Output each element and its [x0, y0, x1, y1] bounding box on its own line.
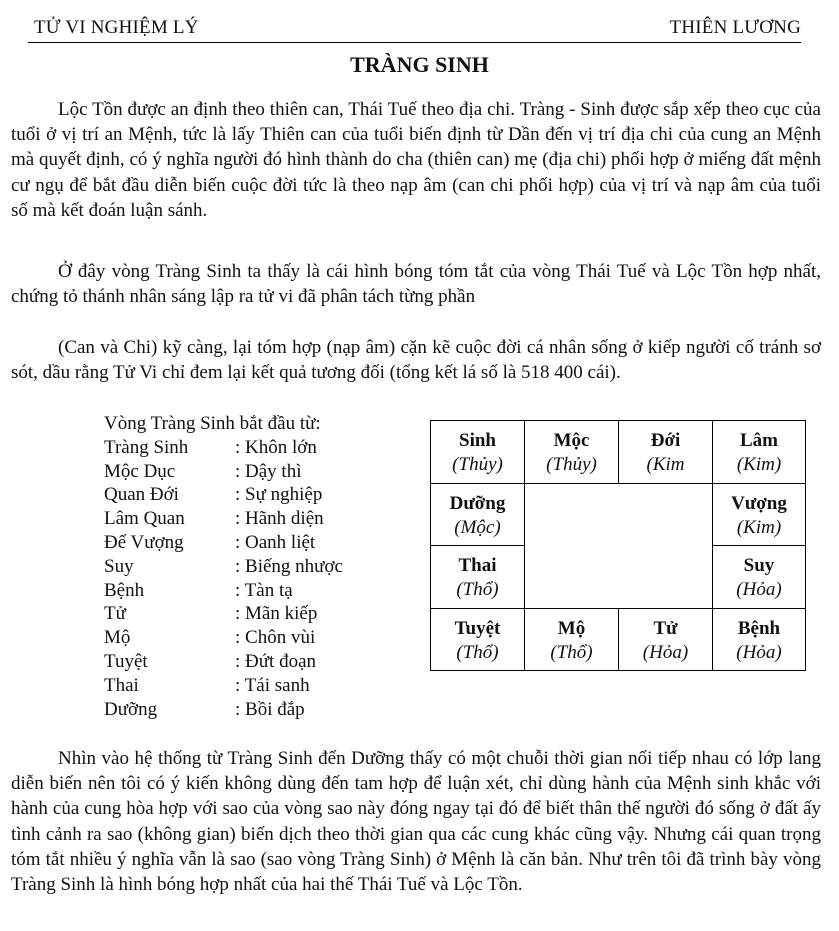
grid-cell-vuong [713, 484, 805, 547]
cell-name: Sinh [459, 430, 496, 451]
grid-center [525, 484, 713, 609]
grid-cell-tuyet [431, 609, 525, 671]
cell-name: Tử [653, 617, 678, 639]
cell-name: Đới [650, 430, 681, 451]
section-title: TRÀNG SINH [350, 52, 489, 77]
stage-meaning: : Đứt đoạn [235, 650, 317, 672]
stage-name: Tràng Sinh [104, 436, 189, 458]
list-item [104, 483, 321, 507]
stage-meaning: : Mãn kiếp [235, 603, 318, 625]
stage-meaning: : Bồi đắp [235, 698, 305, 720]
stage-meaning: : Biếng nhược [235, 555, 343, 577]
stage-name: Tuyệt [104, 650, 148, 672]
cell-element: (Thổ) [550, 641, 593, 663]
header-author: THIÊN LƯƠNG [669, 17, 801, 38]
stage-name: Thai [104, 674, 139, 696]
cell-element: (Thủy) [452, 454, 503, 475]
paragraph-1: Lộc Tồn được an định theo thiên can, Thái Tuế theo địa chi. Tràng - Sinh được sắp xếp theo cục của tuổi ở vị trí an Mệnh, tức là lấy Thiên can của tuổi biến định từ Dần đến vị trí địa chi của cung an Mệnh mà quyết định, có ý nghĩa người đó hình thành do cha (thiên can) mẹ (địa chi) phối hợp ở miếng đất mệnh cư ngụ để bắt đầu diễn biến cuộc đời tức là theo nạp âm (can chi phối hợp) của vị trí và nạp âm của tuổi số mà kết đoán luận sánh. [11, 99, 821, 221]
cell-name: Mộc [553, 430, 590, 451]
cell-name: Mộ [557, 617, 586, 639]
cell-name: Bệnh [737, 617, 781, 639]
list-item [104, 626, 321, 650]
cell-element: (Thổ) [456, 579, 499, 600]
list-item [104, 531, 321, 555]
list-item [104, 507, 324, 531]
list-item [104, 555, 343, 579]
list-item [104, 436, 321, 460]
stage-name: Dưỡng [104, 698, 158, 720]
stage-meaning: : Tàn tạ [235, 579, 293, 601]
cell-name: Dưỡng [449, 492, 506, 514]
list-item [104, 698, 321, 722]
stage-meaning: : Sự nghiệp [235, 484, 323, 506]
stage-list [104, 412, 343, 721]
cell-element: (Hỏa) [736, 579, 782, 600]
grid-cell-moc [525, 421, 619, 484]
palace-grid [430, 420, 806, 671]
grid-cell-tu [619, 609, 713, 671]
stage-name: Đế Vượng [104, 531, 184, 553]
stage-meaning: : Dậy thì [235, 460, 302, 482]
stage-name: Tử [104, 603, 126, 625]
cell-element: (Mộc) [454, 516, 501, 538]
list-item [104, 579, 321, 603]
stage-name: Bệnh [104, 579, 145, 601]
grid-cell-suy [713, 546, 805, 609]
cell-name: Lâm [740, 430, 778, 451]
stage-name: Suy [104, 555, 134, 577]
stage-meaning: : Khôn lớn [235, 436, 317, 458]
cell-element: (Kim) [736, 516, 782, 538]
cell-name: Tuyệt [454, 617, 501, 639]
stage-meaning: : Hãnh diện [235, 508, 324, 530]
stage-meaning: : Chôn vùi [235, 627, 316, 649]
grid-cell-thai [431, 546, 525, 609]
cell-name: Suy [743, 555, 775, 576]
list-item [104, 650, 321, 674]
stage-name: Mộc Dục [104, 460, 176, 482]
cell-name: Thai [458, 555, 497, 576]
cell-element: (Hỏa) [642, 641, 689, 663]
grid-cell-sinh [431, 421, 525, 484]
grid-cell-doi [619, 421, 713, 484]
paragraph-2: Ở đây vòng Tràng Sinh ta thấy là cái hình bóng tóm tắt của vòng Thái Tuế và Lộc Tồn hợp nhất, chứng tỏ thánh nhân sáng lập ra tử vi đã phân tách từng phần [11, 261, 821, 308]
cell-element: (Thủy) [546, 454, 597, 475]
grid-cell-lam [713, 421, 805, 484]
list-item [104, 460, 321, 484]
cell-name: Vượng [731, 492, 787, 514]
stage-meaning: : Tái sanh [235, 674, 310, 696]
grid-cell-duong [431, 484, 525, 547]
cell-element: (Hỏa) [736, 641, 782, 663]
cell-element: (Kim) [736, 454, 782, 475]
list-item [104, 602, 321, 626]
page-header [28, 14, 801, 43]
paragraph-3: (Can và Chi) kỹ càng, lại tóm hợp (nạp âm) cặn kẽ cuộc đời cá nhân sống ở kiếp người cố tránh sơ sót, dầu rằng Tử Vi chỉ đem lại kết quả tương đối (tổng kết lá số là 518 400 cái). [11, 337, 821, 384]
cell-element: (Kim [646, 454, 685, 475]
paragraph-4: Nhìn vào hệ thống từ Tràng Sinh đến Dưỡng thấy có một chuỗi thời gian nối tiếp nhau có lớp lang diễn biến nên tôi có ý kiến không dùng đến tam hợp để luận xét, chỉ dùng hành của Mệnh sinh khắc với hành của cung hòa hợp với sao của vòng sao này đóng ngay tại đó để biết thân thế người đó sống ở đất ấy tình cảnh ra sao (không gian) biến dịch theo thời gian qua các cung khác cũng vậy. Nhưng cái quan trọng tóm tắt nhiều ý nghĩa vẫn là sao (sao vòng Tràng Sinh) ở Mệnh là căn bản. Như trên tôi đã trình bày vòng Tràng Sinh là hình bóng hợp nhất của hai thế Thái Tuế và Lộc Tồn. [11, 748, 821, 896]
grid-cell-benh [713, 609, 805, 671]
grid-cell-mo [525, 609, 619, 671]
list-item [104, 674, 321, 698]
stage-name: Mộ [104, 627, 131, 649]
header-book-title: TỬ VI NGHIỆM LÝ [34, 17, 199, 38]
cell-element: (Thổ) [456, 641, 499, 663]
stage-name: Quan Đới [104, 484, 179, 506]
stage-meaning: : Oanh liệt [235, 531, 316, 553]
stage-list-heading: Vòng Tràng Sinh bắt đầu từ: [104, 413, 321, 434]
stage-name: Lâm Quan [104, 508, 185, 530]
